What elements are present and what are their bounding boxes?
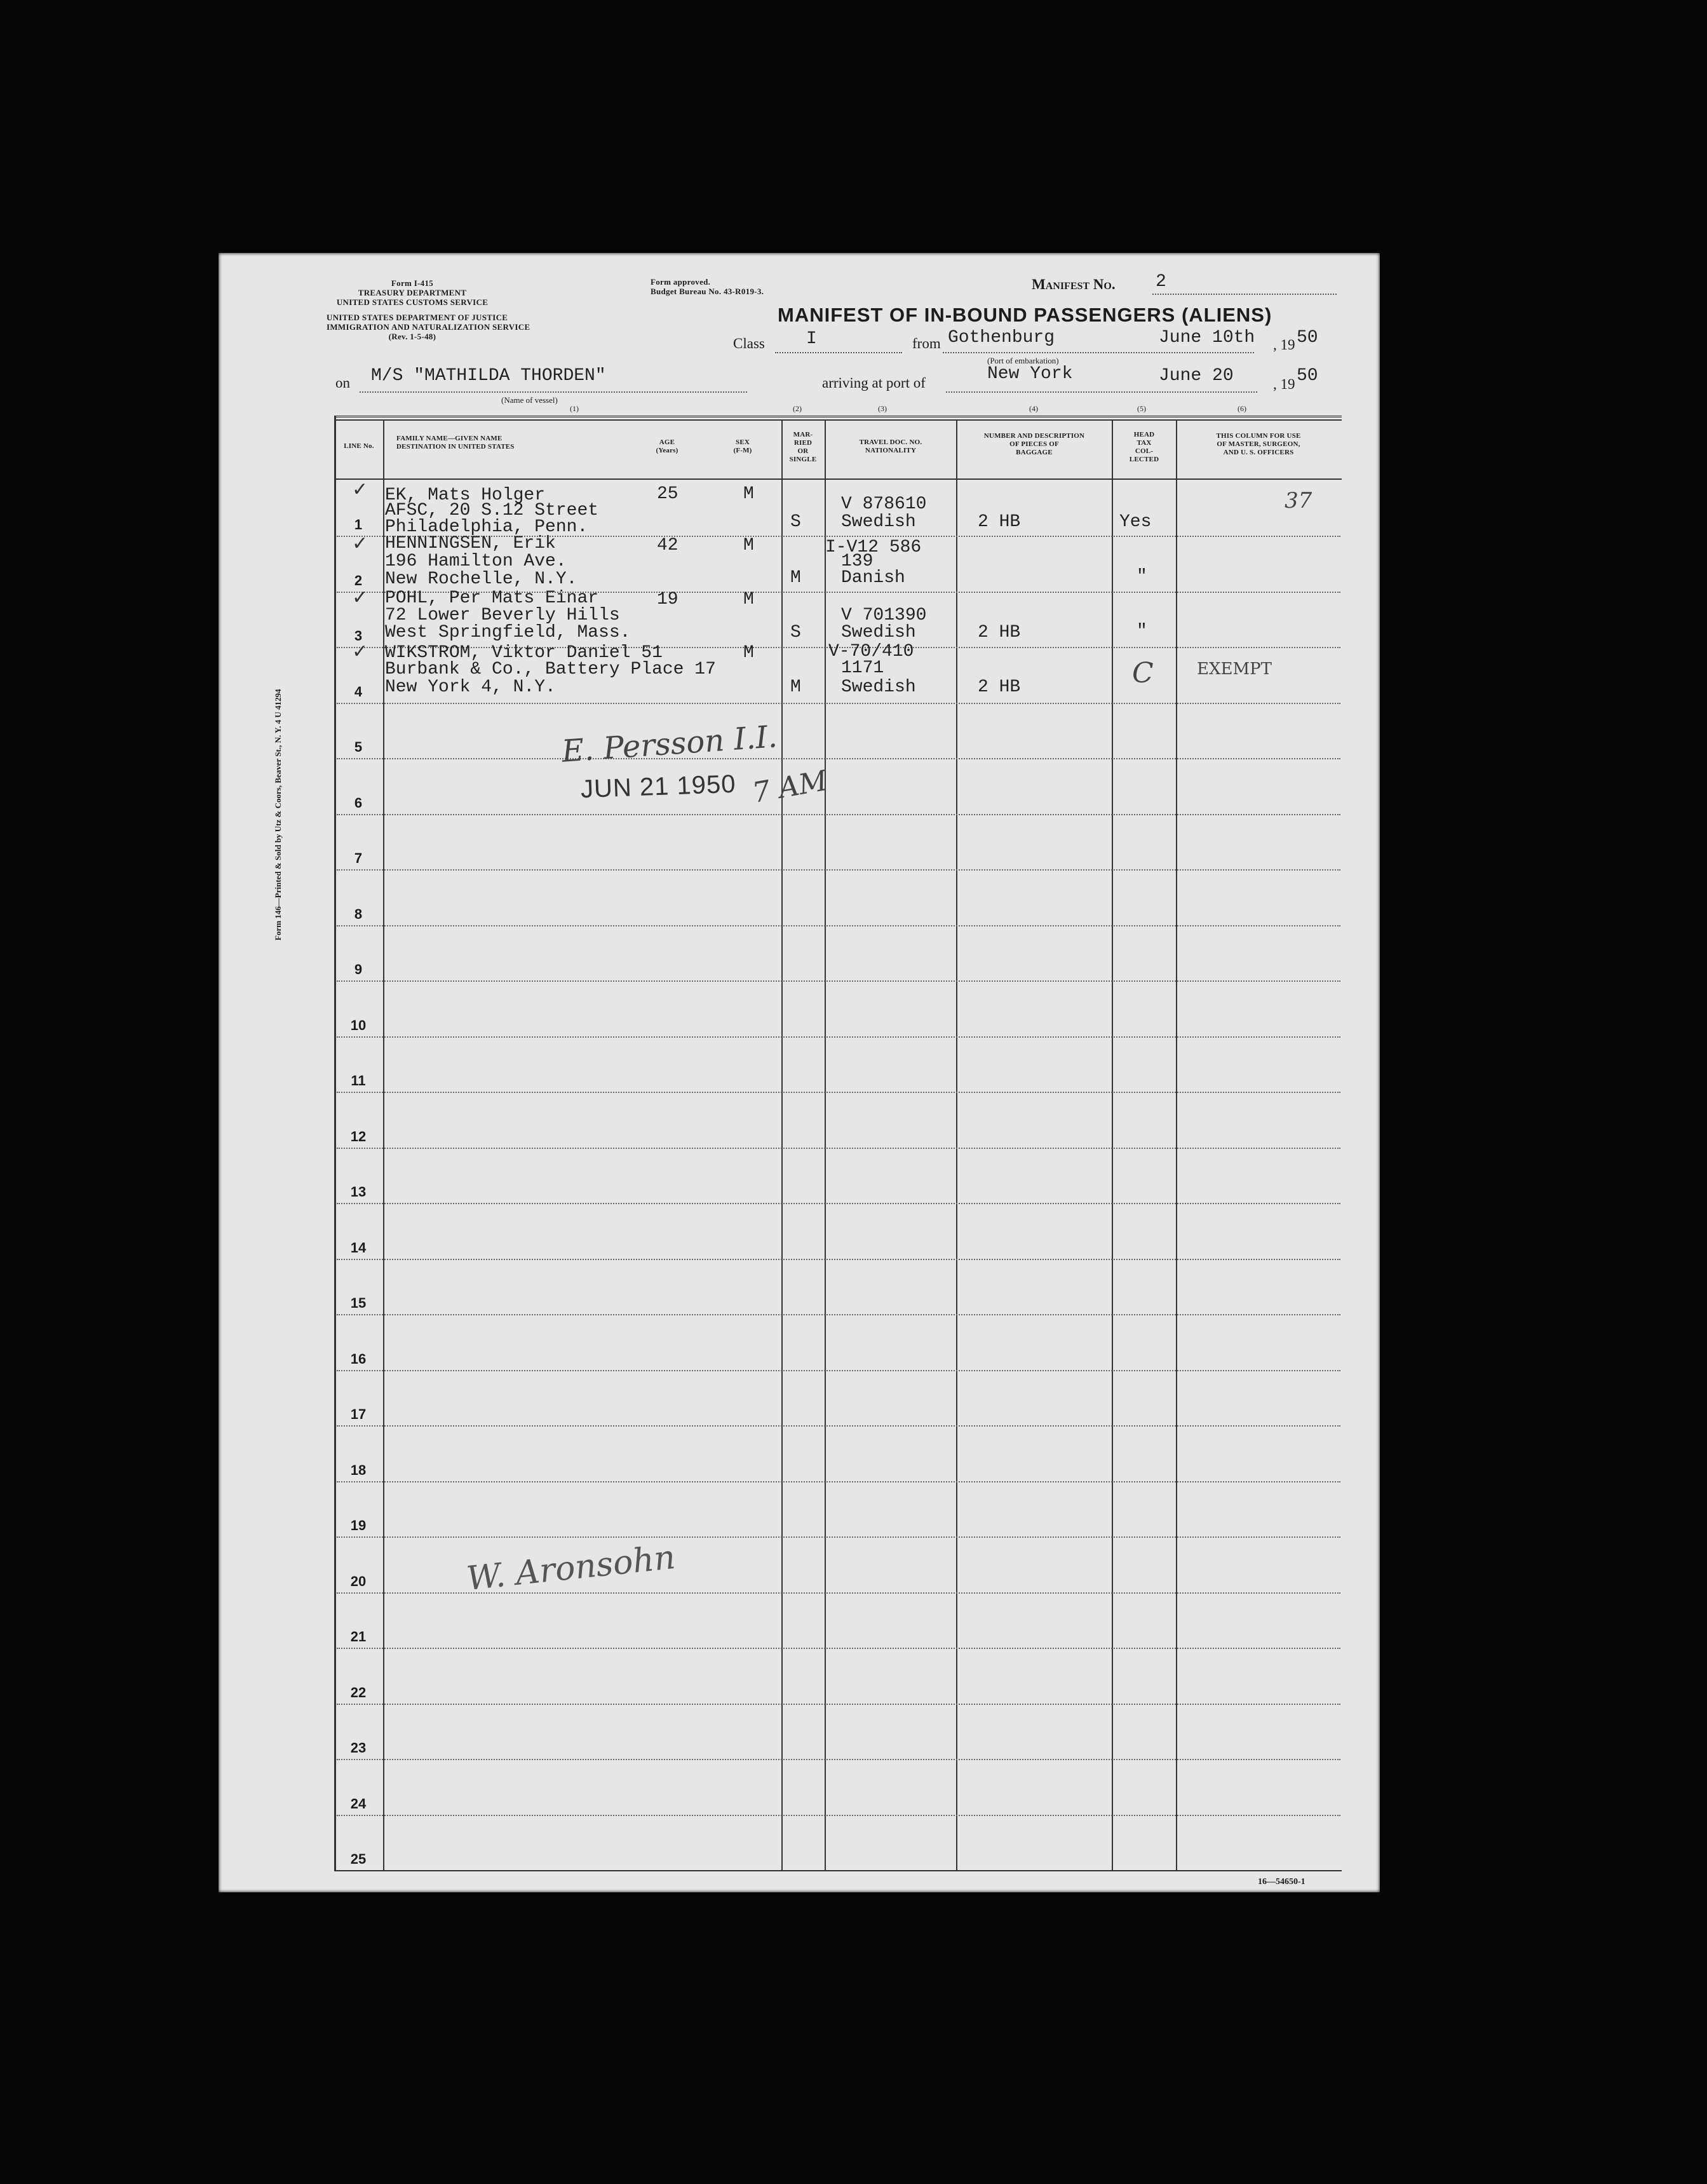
printer-imprint: Form 146—Printed & Sold by Utz & Coors, Beaver St., N. Y. 4 U 41294 bbox=[273, 689, 283, 940]
passenger-city: West Springfield, Mass. bbox=[385, 623, 631, 642]
col-num-4: (4) bbox=[1029, 404, 1038, 413]
row-rule bbox=[337, 1425, 1340, 1427]
row-rule bbox=[337, 1815, 1340, 1816]
line-number: 4 bbox=[354, 683, 363, 700]
line-number: 17 bbox=[350, 1406, 367, 1422]
passenger-sex: M bbox=[743, 484, 754, 504]
row-rule bbox=[337, 1148, 1340, 1149]
approval-note: Form approved. Budget Bureau No. 43-R019-3. bbox=[651, 277, 764, 296]
row-rule bbox=[337, 869, 1340, 871]
row-rule bbox=[337, 814, 1340, 815]
justice-header: UNITED STATES DEPARTMENT OF JUSTICE IMMIGRATION AND NATURALIZATION SERVICE (Rev. 1-5-48) bbox=[327, 313, 530, 341]
row-rule bbox=[337, 1036, 1340, 1038]
passenger-nationality: Swedish bbox=[841, 623, 916, 642]
passenger-name: EK, Mats Holger bbox=[385, 485, 546, 505]
class-label: Class bbox=[733, 336, 765, 351]
agency-header: Form I-415 TREASURY DEPARTMENT UNITED STATES CUSTOMS SERVICE bbox=[336, 278, 489, 307]
arrival-date-stamp: JUN 21 1950 bbox=[580, 770, 737, 804]
manifest-sheet bbox=[219, 253, 1380, 1892]
row-rule bbox=[337, 1704, 1340, 1705]
check-mark-icon: ✓ bbox=[352, 587, 368, 609]
row-rule bbox=[337, 1759, 1340, 1760]
passenger-name: HENNINGSEN, Erik bbox=[385, 534, 556, 553]
form-title: MANIFEST OF IN-BOUND PASSENGERS (ALIENS) bbox=[778, 304, 1272, 326]
passenger-sex: M bbox=[743, 536, 754, 555]
line-number: 8 bbox=[354, 905, 363, 922]
passenger-address: 196 Hamilton Ave. bbox=[385, 552, 567, 571]
passenger-address: Burbank & Co., Battery Place 17 bbox=[385, 660, 716, 679]
row-rule bbox=[337, 1092, 1340, 1093]
from-label: from bbox=[912, 336, 941, 351]
row-rule bbox=[337, 980, 1340, 982]
passenger-head-tax: Yes bbox=[1119, 512, 1152, 532]
line-number: 7 bbox=[354, 850, 363, 866]
passenger-head-tax: " bbox=[1137, 567, 1147, 587]
check-mark-icon: ✓ bbox=[352, 478, 368, 501]
footer-code: 16—54650-1 bbox=[1258, 1877, 1306, 1887]
passenger-baggage: 2 HB bbox=[978, 677, 1021, 697]
on-label: on bbox=[335, 375, 350, 391]
row-rule bbox=[337, 1259, 1340, 1260]
line-number: 21 bbox=[350, 1629, 367, 1645]
port-of-embarkation: Gothenburg bbox=[948, 328, 1055, 348]
departure-year: 50 bbox=[1297, 328, 1318, 348]
line-number: 20 bbox=[350, 1573, 367, 1589]
col-num-5: (5) bbox=[1137, 404, 1146, 413]
row-rule bbox=[337, 758, 1340, 759]
line-number: 15 bbox=[350, 1295, 367, 1311]
row-rule bbox=[337, 1203, 1340, 1204]
arrival-year-prefix: , 19 bbox=[1273, 376, 1295, 392]
passenger-travel-doc-2: 1171 bbox=[841, 658, 884, 678]
passenger-age: 42 bbox=[657, 536, 678, 555]
col-head-tax: HEAD TAX COL- LECTED bbox=[1129, 431, 1159, 463]
inspector-signature: E. Persson I.I. bbox=[560, 719, 779, 770]
row-rule bbox=[337, 1648, 1340, 1649]
row-rule bbox=[337, 1536, 1340, 1538]
row-rule bbox=[337, 703, 1340, 704]
line-number: 6 bbox=[354, 794, 363, 811]
passenger-married: S bbox=[790, 512, 801, 532]
line-number: 1 bbox=[354, 517, 363, 532]
passenger-city: New York 4, N.Y. bbox=[385, 677, 556, 697]
line-number: 2 bbox=[354, 572, 363, 588]
passenger-age: 19 bbox=[657, 590, 678, 609]
col-num-6: (6) bbox=[1238, 404, 1246, 413]
line-number: 11 bbox=[351, 1073, 366, 1089]
passenger-baggage: 2 HB bbox=[978, 623, 1021, 642]
passenger-married: M bbox=[790, 677, 801, 697]
col-line-no: LINE No. bbox=[344, 442, 374, 450]
line-number: 24 bbox=[350, 1795, 367, 1812]
passenger-city: New Rochelle, N.Y. bbox=[385, 569, 577, 589]
line-number: 23 bbox=[350, 1740, 367, 1756]
col-travel-doc: TRAVEL DOC. NO. NATIONALITY bbox=[859, 438, 922, 454]
passenger-married: S bbox=[790, 623, 801, 642]
manifest-no: 2 bbox=[1156, 272, 1166, 292]
col-name: FAMILY NAME—GIVEN NAME DESTINATION IN UNITED STATES bbox=[396, 435, 515, 451]
line-number: 13 bbox=[350, 1184, 367, 1200]
col-num-3: (3) bbox=[878, 404, 887, 413]
passenger-baggage: 2 HB bbox=[978, 512, 1021, 532]
passenger-travel-doc: V 878610 bbox=[841, 494, 927, 514]
col-officers: THIS COLUMN FOR USE OF MASTER, SURGEON, AND U. S. OFFICERS bbox=[1216, 432, 1301, 456]
col-baggage: NUMBER AND DESCRIPTION OF PIECES OF BAGGAGE bbox=[983, 432, 1085, 456]
passenger-head-tax: " bbox=[1137, 621, 1147, 641]
row-rule bbox=[337, 925, 1340, 926]
arrival-port: New York bbox=[987, 364, 1073, 384]
arriving-label: arriving at port of bbox=[822, 375, 926, 391]
passenger-nationality: Danish bbox=[841, 568, 905, 588]
row-rule bbox=[337, 1370, 1340, 1371]
passenger-name: WIKSTROM, Viktor Daniel 51 bbox=[385, 643, 663, 663]
check-mark-icon: ✓ bbox=[352, 641, 368, 663]
line-number: 25 bbox=[350, 1851, 367, 1867]
passenger-head-tax: C bbox=[1132, 657, 1154, 689]
check-mark-icon: ✓ bbox=[352, 532, 368, 555]
line-number: 18 bbox=[350, 1462, 367, 1478]
line-number: 9 bbox=[354, 961, 363, 977]
bottom-signature: W. Aronsohn bbox=[464, 1538, 677, 1599]
arrival-date: June 20 bbox=[1159, 366, 1234, 386]
departure-date: June 10th bbox=[1159, 328, 1255, 348]
arrival-time-note: 7 AM bbox=[750, 764, 830, 810]
col-age: AGE (Years) bbox=[656, 438, 678, 454]
line-number: 5 bbox=[354, 739, 363, 755]
port-embarkation-caption: (Port of embarkation) bbox=[987, 356, 1059, 365]
line-number: 12 bbox=[350, 1128, 367, 1144]
col-married: MAR- RIED OR SINGLE bbox=[789, 431, 817, 463]
line-number: 14 bbox=[350, 1239, 367, 1256]
col-num-1: (1) bbox=[570, 404, 579, 413]
line-number: 19 bbox=[350, 1517, 367, 1533]
line-number: 16 bbox=[350, 1350, 367, 1367]
passenger-married: M bbox=[790, 568, 801, 588]
passenger-address: AFSC, 20 S.12 Street bbox=[385, 501, 599, 520]
passenger-sex: M bbox=[743, 590, 754, 609]
passenger-travel-doc: V 701390 bbox=[841, 606, 927, 625]
passenger-name: POHL, Per Mats Einar bbox=[385, 588, 599, 608]
officer-note: EXEMPT bbox=[1197, 660, 1272, 679]
passenger-age: 25 bbox=[657, 484, 678, 504]
col-num-2: (2) bbox=[793, 404, 802, 413]
row-rule bbox=[337, 1314, 1340, 1315]
class-value: I bbox=[806, 329, 817, 349]
passenger-travel-doc: V-70/410 bbox=[828, 642, 914, 661]
line-number: 3 bbox=[354, 628, 363, 644]
vessel-caption: (Name of vessel) bbox=[501, 395, 558, 405]
arrival-year: 50 bbox=[1297, 366, 1318, 386]
vessel-name: M/S "MATHILDA THORDEN" bbox=[371, 366, 606, 386]
line-number: 22 bbox=[350, 1684, 367, 1700]
row-rule bbox=[337, 1481, 1340, 1482]
passenger-address: 72 Lower Beverly Hills bbox=[385, 606, 620, 625]
col-sex: SEX (F-M) bbox=[733, 438, 752, 454]
depart-year-prefix: , 19 bbox=[1273, 337, 1295, 353]
passenger-nationality: Swedish bbox=[841, 512, 916, 532]
passenger-city: Philadelphia, Penn. bbox=[385, 517, 588, 537]
passenger-sex: M bbox=[743, 643, 754, 663]
passenger-nationality: Swedish bbox=[841, 677, 916, 697]
manifest-no-label: Manifest No. bbox=[1032, 276, 1116, 292]
officer-note: 37 bbox=[1285, 488, 1312, 513]
passenger-travel-doc: I-V12 586 bbox=[825, 538, 922, 557]
passenger-travel-doc-2: 139 bbox=[841, 552, 874, 571]
line-number: 10 bbox=[350, 1017, 367, 1033]
